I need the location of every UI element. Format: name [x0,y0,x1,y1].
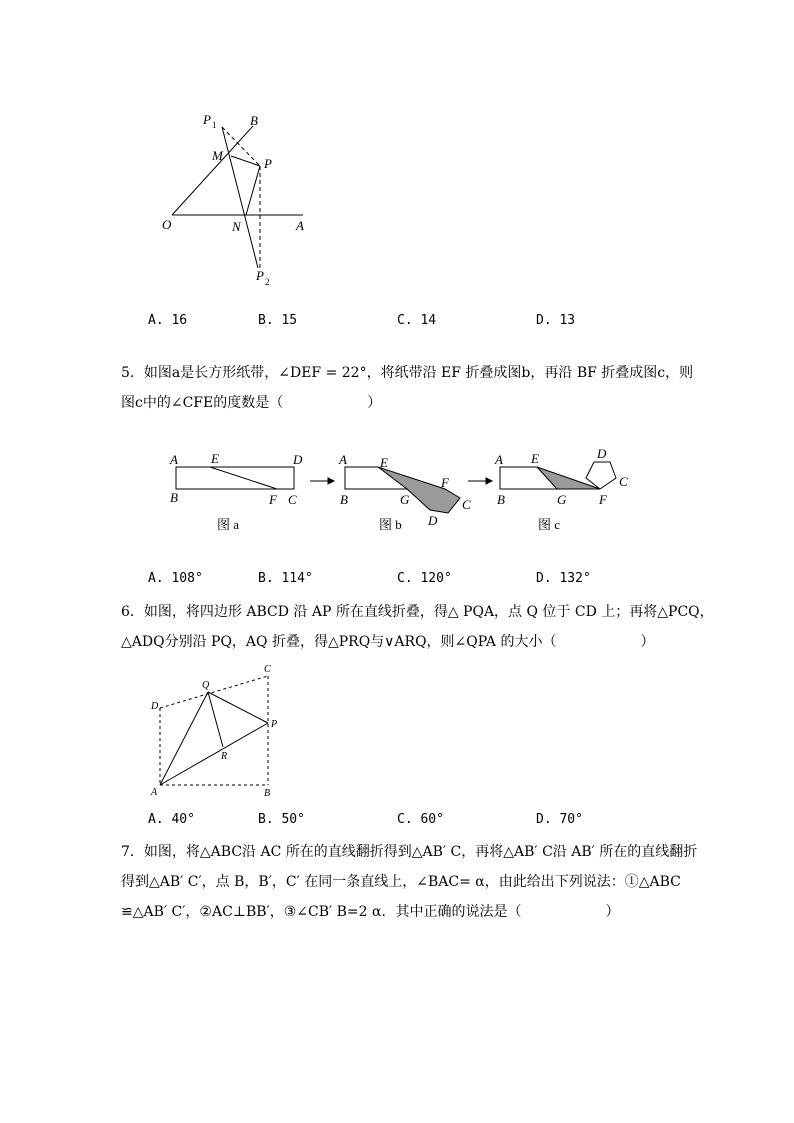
q5-option-d: D. 132° [536,571,591,586]
fig-a-caption: 图 a [217,517,240,532]
fig-b-label-g: G [400,492,410,507]
q6-option-c: C. 60° [397,812,444,827]
fig-c-label-a: A [495,452,503,467]
label-a: A [151,787,158,798]
q5-option-c: C. 120° [397,571,452,586]
fig-c-label-g: G [557,492,567,507]
fig-a-label-f: F [269,492,277,507]
label-p: P [264,156,272,171]
fig-c-caption: 图 c [538,517,561,532]
label-r: R [221,751,228,762]
label-o: O [162,217,172,232]
label-a: A [296,218,304,233]
dashed-d-c [160,676,268,708]
fig-c-label-b: B [497,492,505,507]
q7-text-line3: ≌△AB′ C′，②AC⊥BB′，③∠CB′ B=2 α．其中正确的说法是（ ） [121,904,620,920]
q5-option-a: A. 108° [148,571,203,586]
fig-b-label-c: C [462,497,471,512]
fig-b-caption: 图 b [379,517,402,532]
fig-b-label-a: A [339,452,347,467]
fig-a-label-c: C [288,492,297,507]
fig-c-label-f: F [599,492,607,507]
fig-a-label-b: B [170,490,178,505]
fig-a-label-a: A [170,452,178,467]
label-p1-sub: 1 [212,120,217,130]
fig-a-label-e: E [211,451,219,466]
q5-text-line1: 5．如图a是长方形纸带，∠DEF = 22°，将纸带沿 EF 折叠成图b，再沿 BF 折叠成图c，则 [121,365,694,381]
q6-option-a: A. 40° [148,812,195,827]
fig-c-label-c: C [619,474,628,489]
q4-option-b: B. 15 [258,313,298,328]
label-p2-sub: 2 [265,277,270,287]
q7-text-line2: 得到△AB′ C′，点 B，B′，C′ 在同一条直线上，∠BAC= α，由此给出下列说法：①△ABC [121,874,681,890]
label-q: Q [202,680,210,691]
label-p: P [271,719,278,730]
q5-option-b: B. 114° [258,571,313,586]
q6-text-line1: 6．如图，将四边形 ABCD 沿 AP 所在直线折叠，得△ PQA，点 Q 位于 CD 上；再将△PCQ， [121,604,714,620]
fig-b-label-b: B [340,492,348,507]
q7-text-line1: 7．如图，将△ABC沿 AC 所在的直线翻折得到△AB′ C，再将△AB′ C沿 AB′ 所在的直线翻折 [121,844,698,860]
label-d: D [151,701,159,712]
segment-q-r [208,692,223,747]
label-m: M [212,148,223,163]
label-b: B [250,113,258,128]
label-p2: P [256,268,264,283]
q5-text-line2: 图c中的∠CFE的度数是（ ） [121,395,382,411]
fig-a-label-d: D [293,452,303,467]
q4-option-c: C. 14 [397,313,437,328]
q4-option-d: D. 13 [536,313,576,328]
label-b: B [264,788,271,799]
fig-b-label-e: E [380,455,388,470]
q6-option-d: D. 70° [536,812,583,827]
label-c: C [264,664,271,675]
fig-b-label-d: D [428,513,438,528]
label-p1: P [203,112,211,127]
q6-option-b: B. 50° [258,812,305,827]
label-n: N [232,219,241,234]
fig-b-label-f: F [441,475,449,490]
segment-q-p [208,692,268,723]
q4-option-a: A. 16 [148,313,188,328]
fig-c-label-e: E [531,451,539,466]
fig-c-label-d: D [597,446,607,461]
q6-text-line2: △ADQ分别沿 PQ，AQ 折叠，得△PRQ与∨ARQ，则∠QPA 的大小（ ） [121,634,655,650]
